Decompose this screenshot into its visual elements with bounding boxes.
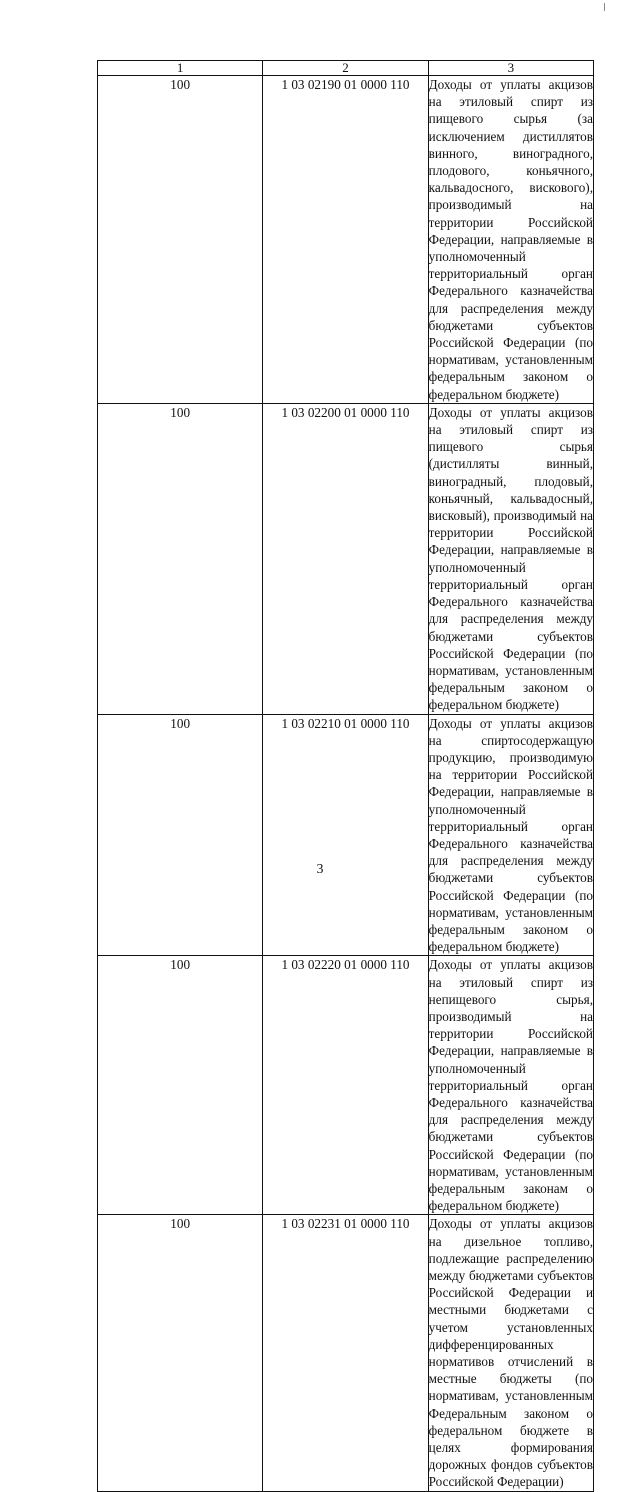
budget-code-cell: 1 03 02210 01 0000 110	[263, 714, 428, 956]
admin-code-cell: 100	[98, 714, 263, 956]
budget-code-cell: 1 03 02220 01 0000 110	[263, 956, 428, 1215]
table-row	[98, 76, 594, 404]
description-cell: Доходы от уплаты акцизов на спиртосодержащую продукцию, производимую на территории Российской Федерации, направляемые в уполномоченный территориальный орган Федерального казначейства для распределения между бюджетами субъектов Российской Федерации (по нормативам, установленным федеральным законом о федеральном бюджете)	[428, 715, 593, 955]
scan-mark	[604, 3, 605, 11]
table-row	[98, 1215, 594, 1491]
table-header-row	[98, 61, 594, 76]
table-row	[98, 714, 594, 956]
admin-code-cell: 100	[98, 76, 263, 404]
revenue-codes-table	[97, 60, 594, 1492]
header-col-3: 3	[428, 61, 593, 76]
page-number: 3	[316, 862, 324, 877]
description-cell: Доходы от уплаты акцизов на этиловый спирт из непищевого сырья, производимый на территории Российской Федерации, направляемые в уполномоченный территориальный орган Федерального казначейства для распределения между бюджетами субъектов Российской Федерации (по нормативам, установленным федеральным законам о федеральном бюджете)	[428, 957, 593, 1214]
admin-code-cell: 100	[98, 956, 263, 1215]
header-col-2: 2	[263, 61, 428, 76]
table-row	[98, 956, 594, 1215]
description-cell: Доходы от уплаты акцизов на этиловый спирт из пищевого сырья (дистилляты винный, виноградный, плодовый, коньячный, кальвадосный, висковый), производимый на территории Российской Федерации, направляемые в уполномоченный территориальный орган Федерального казначейства для распределения между бюджетами субъектов Российской Федерации (по нормативам, установленным федеральным законом о федеральном бюджете)	[428, 404, 593, 713]
description-cell: Доходы от уплаты акцизов на дизельное топливо, подлежащие распределению между бюджетами субъектов Российской Федерации и местными бюджетами с учетом установленных дифференцированных нормативов отчислений в местные бюджеты (по нормативам, установленным Федеральным законом о федеральном бюджете в целях формирования дорожных фондов субъектов Российской Федерации)	[428, 1216, 593, 1490]
header-col-1: 1	[98, 61, 263, 76]
budget-code-cell: 1 03 02200 01 0000 110	[263, 403, 428, 714]
description-cell: Доходы от уплаты акцизов на этиловый спирт из пищевого сырья (за исключением дистиллятов винного, виноградного, плодового, коньячного, кальвадосного, вискового), производимый на территории Российской Федерации, направляемые в уполномоченный территориальный орган Федерального казначейства для распределения между бюджетами субъектов Российской Федерации (по нормативам, установленным федеральным законом о федеральном бюджете)	[428, 77, 593, 402]
admin-code-cell: 100	[98, 1215, 263, 1491]
table-row	[98, 403, 594, 714]
admin-code-cell: 100	[98, 403, 263, 714]
budget-code-cell: 1 03 02231 01 0000 110	[263, 1215, 428, 1491]
budget-code-cell: 1 03 02190 01 0000 110	[263, 76, 428, 404]
